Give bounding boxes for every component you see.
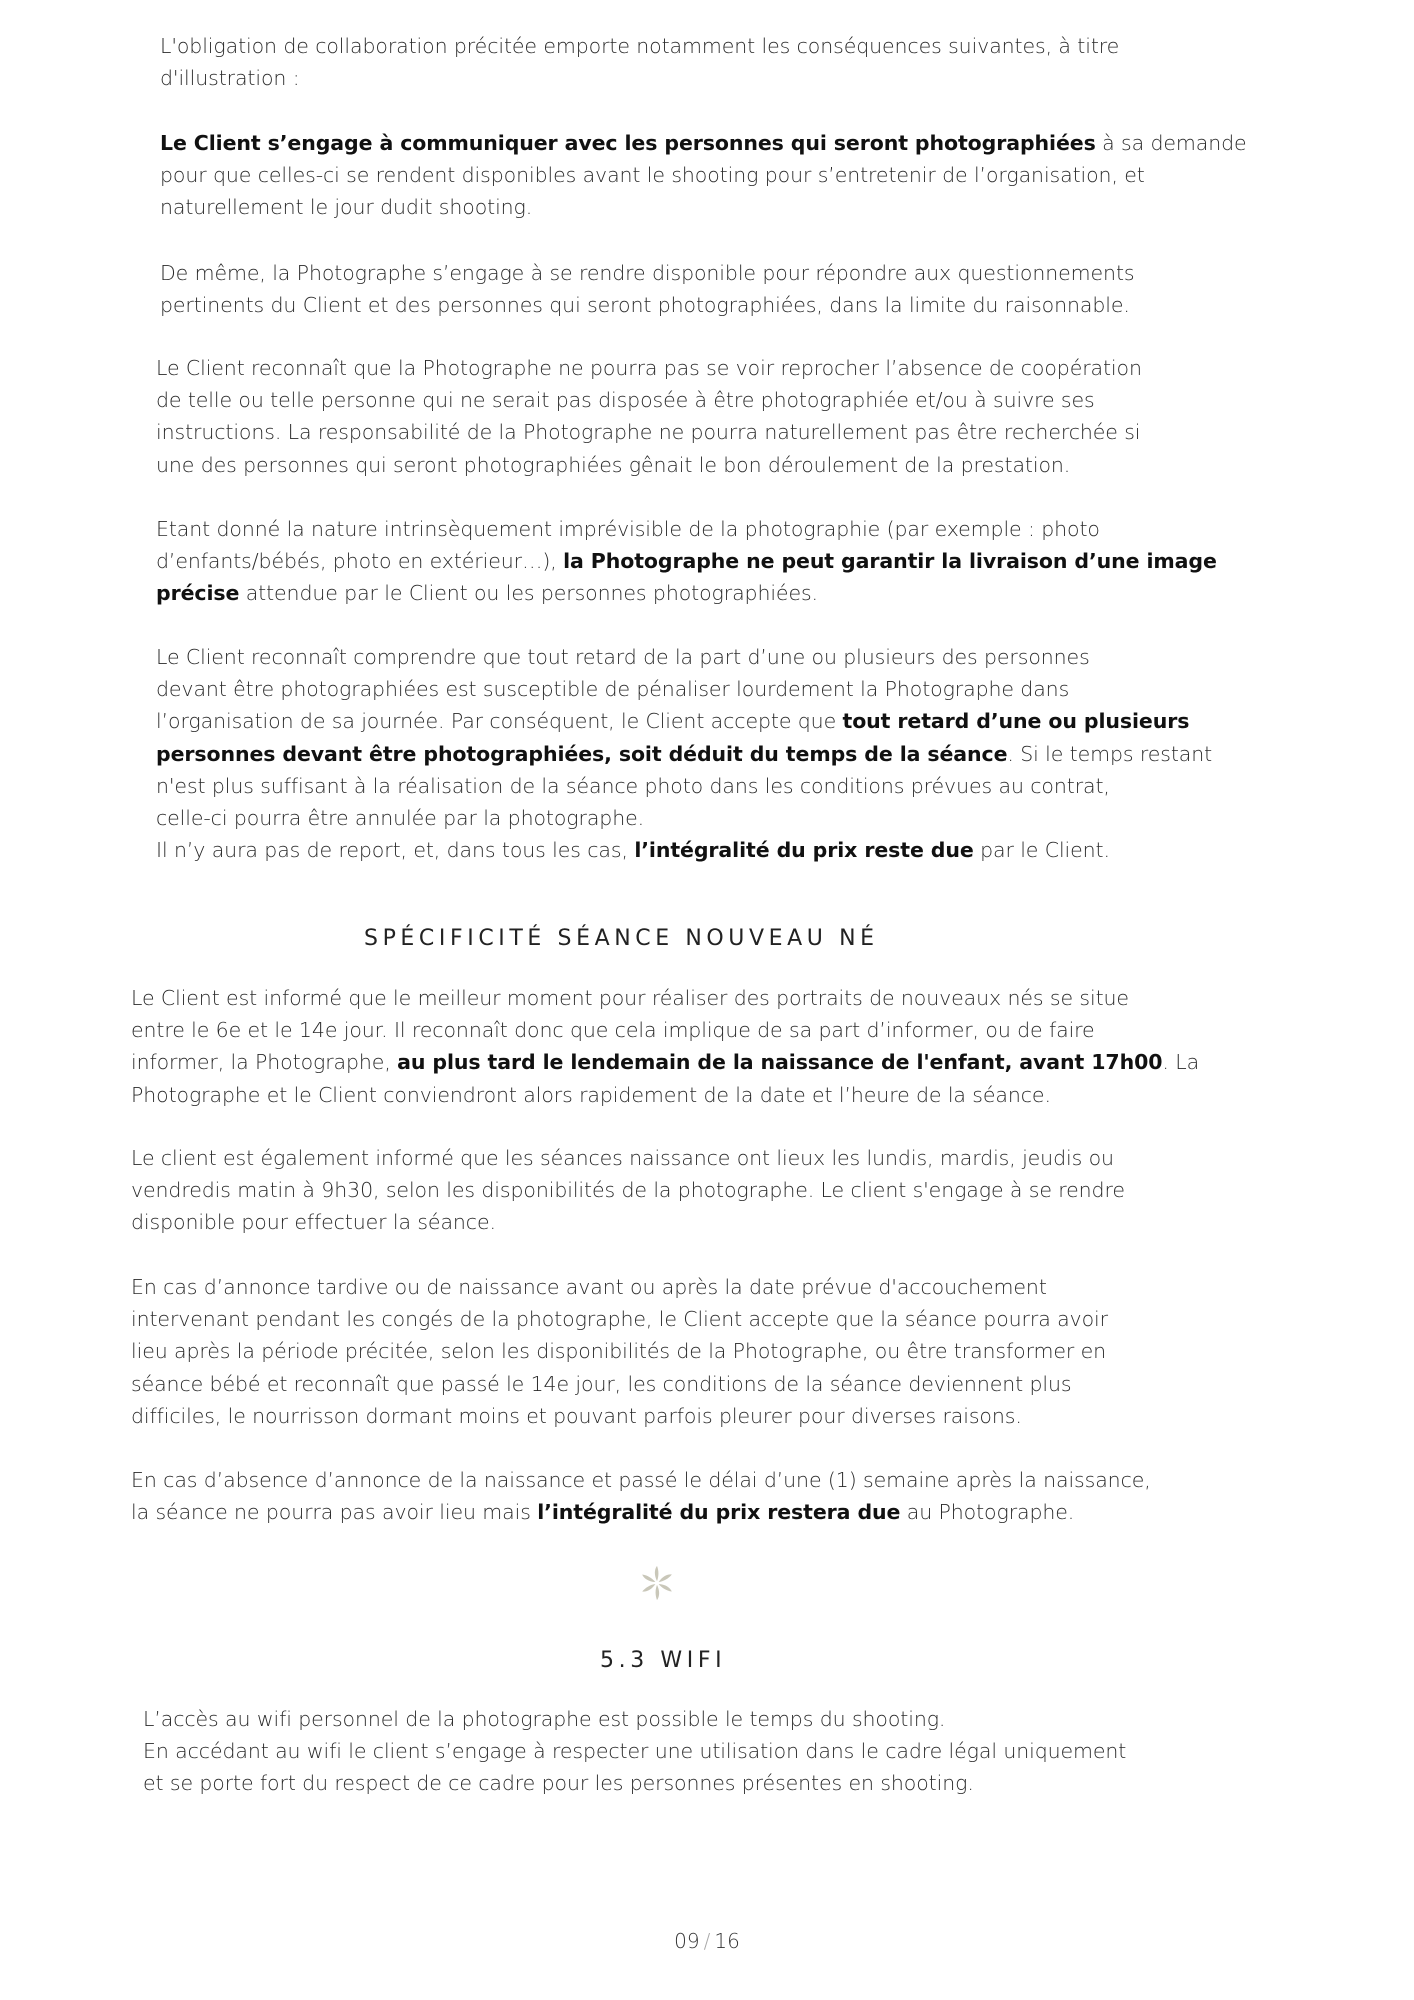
wifi-paragraph — [143, 1703, 1126, 1800]
bold-text: Le Client s’engage à communiquer avec les personnes qui seront photographiées — [160, 131, 1096, 155]
text-line: Etant donné la nature intrinsèquement imprévisible de la photographie (par exemple : photo — [156, 517, 1100, 541]
no-announcement-paragraph — [131, 1464, 1151, 1528]
section-title-wifi: 5.3 WIFI — [600, 1648, 727, 1673]
page-number — [0, 1929, 1414, 1953]
text-line: celle-ci pourra être annulée par la photographe. — [156, 806, 645, 831]
client-commitment-paragraph — [160, 127, 1247, 224]
current-page: 09 — [674, 1929, 700, 1953]
bold-text: l’intégralité du prix reste due — [634, 838, 974, 863]
text-line: pertinents du Client et des personnes qui seront photographiées, dans la limite du raisonnable. — [160, 293, 1130, 318]
page-separator: / — [703, 1929, 711, 1953]
text-line: attendue par le Client ou les personnes photographiées. — [239, 581, 818, 606]
newborn-schedule-paragraph — [131, 1142, 1125, 1239]
text-line: En accédant au wifi le client s’engage à respecter une utilisation dans le cadre légal uniquement — [143, 1739, 1127, 1764]
text-line: vendredis matin à 9h30, selon les disponibilités de la photographe. Le client s'engage à se rendre — [131, 1178, 1125, 1203]
bold-text: la Photographe ne peut garantir la livraison d’une image — [563, 549, 1217, 574]
text-line: difficiles, le nourrisson dormant moins et pouvant parfois pleurer pour diverses raisons. — [131, 1403, 1022, 1428]
photographer-availability-paragraph — [160, 257, 1134, 321]
bold-text: précise — [156, 581, 240, 606]
late-announcement-paragraph — [131, 1271, 1108, 1432]
text-line: Photographe et le Client conviendront alors rapidement de la date et l’heure de la séance. — [131, 1082, 1051, 1107]
text-line: devant être photographiées est susceptible de pénaliser lourdement la Photographe dans — [156, 677, 1070, 702]
delay-paragraph — [156, 641, 1212, 866]
text-line: d’enfants/bébés, photo en extérieur…), — [156, 549, 564, 574]
text-line: l’organisation de sa journée. Par conséquent, le Client accepte que — [156, 709, 843, 734]
bold-text: au plus tard le lendemain de la naissance de l'enfant, avant 17h00 — [397, 1050, 1163, 1075]
text-line: par le Client. — [973, 838, 1110, 863]
text-line: En cas d’absence d’annonce de la naissance et passé le délai d’une (1) semaine après la naissance, — [131, 1468, 1151, 1492]
text-line: pour que celles-ci se rendent disponibles avant le shooting pour s’entretenir de l’organisation, et — [160, 163, 1145, 188]
text-line: disponible pour effectuer la séance. — [131, 1210, 496, 1235]
pinwheel-flower-icon — [638, 1564, 676, 1602]
section-title-newborn: SPÉCIFICITÉ SÉANCE NOUVEAU NÉ — [364, 926, 879, 951]
bold-text: l’intégralité du prix restera due — [537, 1500, 901, 1525]
text-line: à sa demande — [1095, 131, 1247, 155]
text-line: et se porte fort du respect de ce cadre pour les personnes présentes en shooting. — [143, 1771, 974, 1796]
text-line: L’accès au wifi personnel de la photographe est possible le temps du shooting. — [143, 1707, 946, 1731]
text-line: au Photographe. — [900, 1500, 1075, 1525]
text-line: . Si le temps restant — [1007, 741, 1213, 766]
text-line: la séance ne pourra pas avoir lieu mais — [131, 1500, 538, 1525]
text-line: Il n’y aura pas de report, et, dans tous les cas, — [156, 838, 635, 863]
text-line: En cas d’annonce tardive ou de naissance avant ou après la date prévue d'accouchement — [131, 1275, 1047, 1299]
text-line: une des personnes qui seront photographiées gênait le bon déroulement de la prestation. — [156, 452, 1071, 477]
text-line: informer, la Photographe, — [131, 1050, 398, 1075]
total-pages: 16 — [714, 1929, 740, 1953]
cooperation-paragraph — [156, 352, 1142, 481]
bold-text: personnes devant être photographiées, soit déduit du temps de la séance — [156, 741, 1008, 766]
text-line: Le Client reconnaît comprendre que tout retard de la part d’une ou plusieurs des personnes — [156, 645, 1090, 669]
text-line: d'illustration : — [160, 66, 300, 91]
text-line: Le Client est informé que le meilleur moment pour réaliser des portraits de nouveaux nés se situe — [131, 986, 1129, 1010]
text-line: naturellement le jour dudit shooting. — [160, 195, 533, 220]
intro-paragraph — [160, 30, 1119, 94]
newborn-timing-paragraph — [131, 982, 1199, 1111]
text-line: entre le 6e et le 14e jour. Il reconnaît donc que cela implique de sa part d’informer, ou de faire — [131, 1018, 1095, 1043]
text-line: De même, la Photographe s’engage à se rendre disponible pour répondre aux questionnements — [160, 261, 1135, 285]
text-line: intervenant pendant les congés de la photographe, le Client accepte que la séance pourra avoir — [131, 1307, 1108, 1332]
text-line: lieu après la période précitée, selon les disponibilités de la Photographe, ou être transformer en — [131, 1339, 1107, 1364]
text-line: séance bébé et reconnaît que passé le 14e jour, les conditions de la séance deviennent plus — [131, 1371, 1072, 1396]
text-line: Le client est également informé que les séances naissance ont lieux les lundis, mardis, jeudis ou — [131, 1146, 1114, 1170]
text-line: instructions. La responsabilité de la Photographe ne pourra naturellement pas être recherchée si — [156, 420, 1141, 445]
text-line: L'obligation de collaboration précitée emporte notamment les conséquences suivantes, à titre — [160, 34, 1120, 58]
text-line: n'est plus suffisant à la réalisation de la séance photo dans les conditions prévues au contrat, — [156, 773, 1110, 798]
unpredictability-paragraph — [156, 513, 1217, 610]
text-line: Le Client reconnaît que la Photographe ne pourra pas se voir reprocher l’absence de coopération — [156, 356, 1142, 380]
text-line: . La — [1162, 1050, 1200, 1075]
bold-text: tout retard d’une ou plusieurs — [842, 709, 1190, 734]
text-line: de telle ou telle personne qui ne serait pas disposée à être photographiée et/ou à suivre ses — [156, 388, 1095, 413]
